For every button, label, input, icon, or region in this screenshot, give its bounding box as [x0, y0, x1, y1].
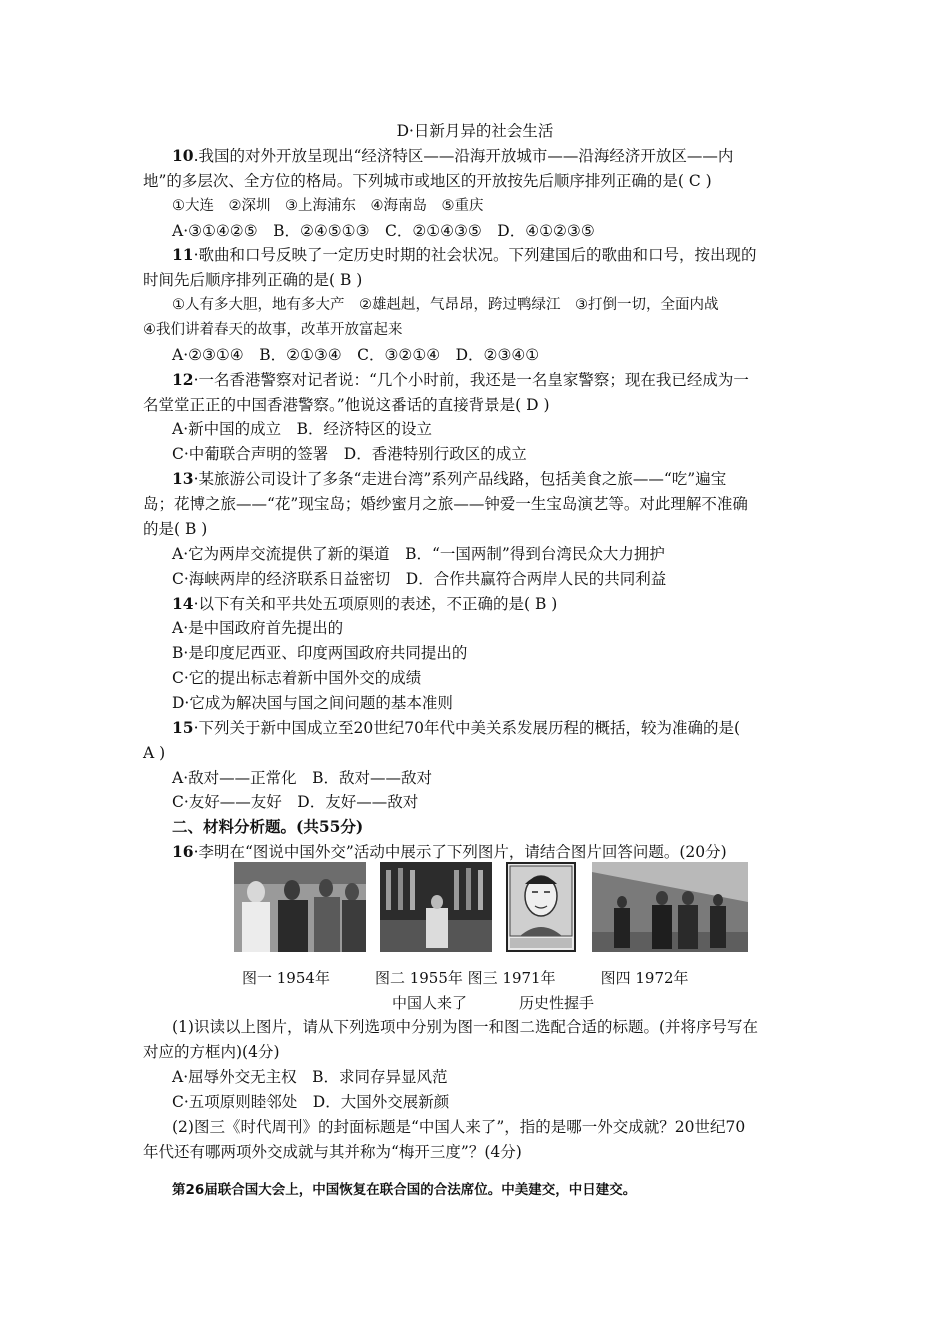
q10-line-1 — [172, 146, 733, 166]
q15-text-1: ·下列关于新中国成立至20世纪70年代中美关系发展历程的概括，较为准确的是( — [193, 719, 741, 737]
photo-1972-handshake — [592, 862, 748, 952]
section-2-heading: 二、材料分析题。(共55分) — [172, 817, 364, 836]
q13-line-2: 岛；花博之旅——“花”现宝岛；婚纱蜜月之旅——钟爱一生宝岛演艺等。对此理解不准确 — [143, 495, 748, 513]
q10-options: A·③①④②⑤ B．②④⑤①③ C．②①④③⑤ D．④①②③⑤ — [172, 222, 595, 240]
q11-items-2: ④我们讲着春天的故事，改革开放富起来 — [143, 322, 403, 338]
q16-text-1: ·李明在“图说中国外交”活动中展示了下列图片，请结合图片回答问题。(20分) — [193, 843, 727, 861]
q14-option-c: C·它的提出标志着新中国外交的成绩 — [172, 669, 422, 687]
q14-line-1 — [172, 594, 557, 614]
q12-options-2: C·中葡联合声明的签署 D．香港特别行政区的成立 — [172, 445, 527, 463]
photo-1955 — [380, 862, 492, 952]
photo-1954 — [234, 862, 366, 952]
q13-options-1: A·它为两岸交流提供了新的渠道 B．“一国两制”得到台湾民众大力拥护 — [172, 545, 665, 563]
q16-part1-line-2: 对应的方框内)(4分) — [143, 1043, 280, 1061]
q15-options-1: A·敌对——正常化 B．敌对——敌对 — [172, 769, 433, 787]
q13-text-1: ·某旅游公司设计了多条“走进台湾”系列产品线路，包括美食之旅——“吃”遍宝 — [193, 470, 727, 488]
q13-line-3: 的是( B ) — [143, 520, 208, 538]
caption-photo-4: 历史性握手 — [519, 994, 595, 1012]
q13-number: 13 — [172, 469, 194, 488]
q14-option-d: D·它成为解决国与国之间问题的基本准则 — [172, 694, 453, 712]
q14-number: 14 — [172, 594, 194, 613]
q15-options-2: C·友好——友好 D．友好——敌对 — [172, 793, 419, 811]
q10-items: ①大连 ②深圳 ③上海浦东 ④海南岛 ⑤重庆 — [172, 198, 484, 214]
caption-photo-3: 中国人来了 — [392, 994, 468, 1012]
photo-1971-time-cover — [506, 862, 576, 952]
q11-line-2: 时间先后顺序排列正确的是( B ) — [143, 271, 363, 289]
q16-number: 16 — [172, 842, 194, 861]
q14-option-a: A·是中国政府首先提出的 — [172, 619, 344, 637]
q11-number: 11 — [172, 245, 194, 264]
q10-text-1: .我国的对外开放呈现出“经济特区——沿海开放城市——沿海经济开放区——内 — [193, 147, 734, 165]
q15-line-2: A ) — [143, 744, 166, 762]
q16-part1-options-1: A·屈辱外交无主权 B．求同存异显风范 — [172, 1068, 448, 1086]
q11-line-1 — [172, 245, 757, 265]
q12-line-2: 名堂堂正正的中国香港警察。”他说这番话的直接背景是( D ) — [143, 396, 550, 414]
q11-text-1: ·歌曲和口号反映了一定历史时期的社会状况。下列建国后的歌曲和口号，按出现的 — [193, 246, 757, 264]
q12-number: 12 — [172, 370, 194, 389]
q10-number: 10 — [172, 146, 194, 165]
q16-part2-line-1: (2)图三《时代周刊》的封面标题是“中国人来了”，指的是哪一外交成就？20世纪70 — [172, 1118, 746, 1136]
q12-line-1 — [172, 370, 749, 390]
q15-number: 15 — [172, 718, 194, 737]
q13-line-1 — [172, 469, 726, 489]
q16-part2-line-2: 年代还有哪两项外交成就与其并称为“梅开三度”？(4分) — [143, 1143, 522, 1161]
q11-items-1: ①人有多大胆，地有多大产 ②雄赳赳，气昂昂，跨过鸭绿江 ③打倒一切，全面内战 — [172, 297, 719, 313]
q11-options: A·②③①④ B．②①③④ C．③②①④ D．②③④① — [172, 346, 540, 364]
q16-part1-options-2: C·五项原则睦邻处 D．大国外交展新颜 — [172, 1093, 450, 1111]
answer-line: 第26届联合国大会上，中国恢复在联合国的合法席位。中美建交，中日建交。 — [172, 1182, 637, 1198]
photo-captions-row: 图一 1954年 图二 1955年 图三 1971年 图四 1972年 — [242, 969, 689, 987]
q16-line-1 — [172, 842, 727, 862]
q15-line-1 — [172, 718, 740, 738]
option-d-line: D·日新月异的社会生活 — [396, 122, 554, 140]
q12-text-1: ·一名香港警察对记者说：“几个小时前，我还是一名皇家警察；现在我已经成为一 — [193, 371, 749, 389]
q14-text-1: ·以下有关和平共处五项原则的表述，不正确的是( B ) — [193, 595, 558, 613]
q12-options-1: A·新中国的成立 B．经济特区的设立 — [172, 420, 433, 438]
q16-part1-line-1: (1)识读以上图片，请从下列选项中分别为图一和图二选配合适的标题。(并将序号写在 — [172, 1018, 759, 1036]
q10-line-2: 地”的多层次、全方位的格局。下列城市或地区的开放按先后顺序排列正确的是( C ) — [143, 172, 712, 190]
q14-option-b: B·是印度尼西亚、印度两国政府共同提出的 — [172, 644, 468, 662]
q13-options-2: C·海峡两岸的经济联系日益密切 D．合作共赢符合两岸人民的共同利益 — [172, 570, 667, 588]
